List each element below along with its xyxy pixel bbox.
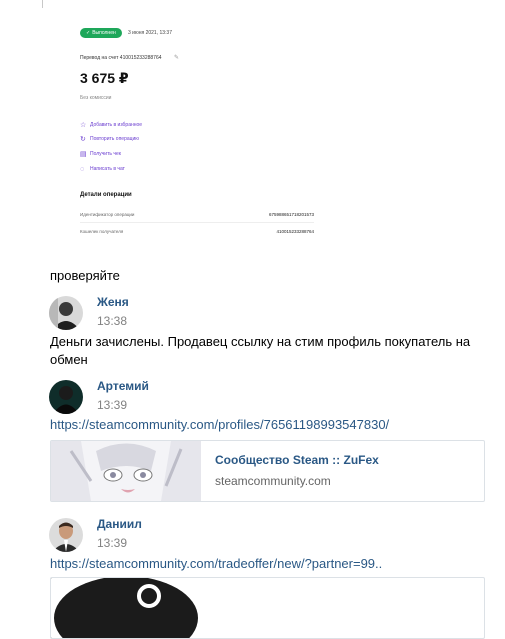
thread-divider (42, 0, 43, 8)
link-preview-card[interactable] (50, 440, 485, 502)
author-name[interactable]: Даниил (97, 517, 142, 531)
user-photo-icon (49, 518, 83, 552)
chat-icon: ◌ (80, 165, 85, 173)
detail-row-operation-id (80, 212, 314, 217)
transfer-label: Перевод на счет 410015233288764 (80, 55, 162, 61)
message-link[interactable]: https://steamcommunity.com/profiles/76561198993547830/ (50, 417, 390, 432)
message-text: проверяйте (50, 268, 120, 283)
star-icon: ☆ (80, 122, 87, 129)
receipt-amount: 3 675 ₽ (80, 70, 129, 86)
user-photo-icon (49, 296, 83, 330)
message-text: Деньги зачислены. Продавец ссылку на стим профиль покупатель на обмен (50, 334, 471, 367)
link-preview-title[interactable]: Сообщество Steam :: ZuFex (215, 453, 379, 467)
detail-value: 410015233288764 (276, 229, 314, 234)
author-name[interactable]: Женя (97, 295, 129, 309)
user-photo-icon (49, 380, 83, 414)
receipt-date: 3 июня 2021, 13:37 (128, 30, 172, 36)
detail-value: 675988651718201573 (268, 212, 314, 217)
receipt-action-get-check (80, 149, 121, 159)
avatar[interactable] (49, 380, 83, 414)
message-time[interactable]: 13:39 (97, 536, 128, 550)
status-badge (80, 28, 122, 38)
link-preview-image (51, 578, 201, 638)
link-preview-image (51, 441, 201, 501)
receipt-action-label: Повторить операцию (90, 136, 140, 142)
avatar[interactable] (49, 296, 83, 330)
detail-label: Кошелек получателя (80, 229, 124, 234)
details-title: Детали операции (80, 192, 132, 198)
receipt-action-label: Добавить в избранное (90, 122, 143, 128)
steam-logo-icon (51, 578, 201, 638)
pencil-icon: ✎ (174, 55, 180, 61)
receipt-action-favorite (80, 120, 142, 130)
author-name[interactable]: Артемий (97, 379, 149, 393)
detail-row-wallet (80, 229, 314, 234)
message-time[interactable]: 13:38 (97, 314, 128, 328)
link-preview-card[interactable] (50, 577, 485, 639)
detail-separator (80, 222, 314, 223)
receipt-fee: Без комиссии (80, 95, 112, 101)
receipt-icon: ▤ (80, 151, 87, 158)
anime-art-icon (51, 441, 201, 501)
repeat-icon: ↻ (80, 136, 86, 143)
receipt-action-repeat (80, 134, 139, 144)
link-preview-domain: steamcommunity.com (215, 474, 331, 488)
receipt-action-label: Получить чек (90, 151, 121, 157)
avatar[interactable] (49, 518, 83, 552)
status-badge-label: Выполнен (92, 30, 116, 36)
detail-label: Идентификатор операции (80, 212, 135, 217)
message-time[interactable]: 13:39 (97, 398, 128, 412)
payment-receipt-image[interactable] (70, 20, 330, 248)
check-icon: ✓ (86, 30, 91, 36)
message-link[interactable]: https://steamcommunity.com/tradeoffer/new/?partner=99.. (50, 556, 383, 571)
receipt-action-chat (80, 164, 125, 174)
receipt-action-label: Написать в чат (90, 166, 125, 172)
